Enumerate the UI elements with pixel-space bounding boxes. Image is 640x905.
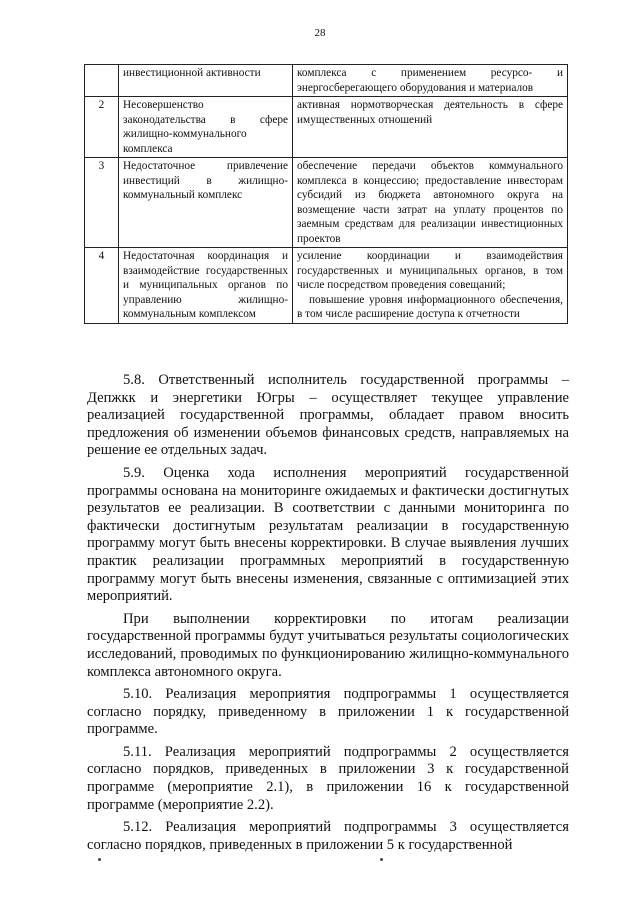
- measure-text: обеспечение передачи объектов коммунального комплекса в концессию; предоставление инвесторам субсидий из бюджета автономного округа на возмещение части затрат на уплату процентов по заемным средствам для реализации инвестиционных проектов: [297, 160, 563, 245]
- measure-text: активная нормотворческая деятельность в сфере имущественных отношений: [297, 99, 563, 126]
- problem-cell: Недостаточное привлечение инвестиций в жилищно-коммунальный комплекс: [119, 158, 293, 248]
- problem-cell: Несовершенство законодательства в сфере жилищно-коммунального комплекса: [119, 97, 293, 158]
- scan-dot: [98, 858, 101, 861]
- problem-cell: инвестиционной активности: [119, 65, 293, 97]
- measures-cell: [293, 65, 568, 97]
- paragraph-5-8: 5.8. Ответственный исполнитель государственной программы – Депжкк и энергетики Югры – осуществляет текущее управление реализацией государственной программы, обладает правом вносить предложения об изменении объемов финансовых средств, направляемых на решение ее отдельных задач.: [87, 372, 569, 459]
- measures-cell: [293, 248, 568, 324]
- measure-text: повышение уровня информационного обеспечения, в том числе расширение доступа к отчетности: [297, 293, 563, 320]
- table-row: [85, 97, 568, 158]
- body-text: [87, 372, 569, 859]
- table-row: [85, 65, 568, 97]
- row-number: 4: [85, 248, 119, 324]
- page-number: 28: [314, 27, 326, 39]
- paragraph-5-11: 5.11. Реализация мероприятий подпрограммы 2 осуществляется согласно порядков, приведенных в приложении 3 к государственной программе (мероприятие 2.1), в приложении 16 к государственной программе (мероприятие 2.2).: [87, 743, 569, 813]
- row-number: 2: [85, 97, 119, 158]
- measure-text: усиление координации и взаимодействия государственных и муниципальных органов, в том числе посредством проведения совещаний;: [297, 250, 563, 291]
- table-row: [85, 248, 568, 324]
- paragraph-corrections: При выполнении корректировки по итогам реализации государственной программы будут учитываться результаты социологических исследований, проводимых по функционированию жилищно-коммунального комплекса автономного округа.: [87, 610, 569, 680]
- problems-measures-table: [84, 64, 568, 324]
- paragraph-5-9: 5.9. Оценка хода исполнения мероприятий государственной программы основана на мониторинге ожидаемых и фактически достигнутых результатов ее реализации. В соответствии с данными мониторинга по фактически достигнутым результатам реализации в государственную программу могут быть внесены корректировки. В случае выявления лучших практик реализации программных мероприятий в государственную программу могут быть внесены изменения, связанные с оптимизацией этих мероприятий.: [87, 464, 569, 605]
- problem-cell: Недостаточная координация и взаимодействие государственных и муниципальных органов по управлению жилищно-коммунальным комплексом: [119, 248, 293, 324]
- row-number: [85, 65, 119, 97]
- measure-text: комплекса с применением ресурсо- и энергосберегающего оборудования и материалов: [297, 67, 563, 94]
- row-number: 3: [85, 158, 119, 248]
- table-row: [85, 158, 568, 248]
- scan-dot: [380, 858, 383, 861]
- measures-cell: [293, 158, 568, 248]
- paragraph-5-10: 5.10. Реализация мероприятия подпрограммы 1 осуществляется согласно порядку, приведенному в приложении 1 к государственной программе.: [87, 686, 569, 738]
- paragraph-5-12: 5.12. Реализация мероприятий подпрограммы 3 осуществляется согласно порядков, приведенных в приложении 5 к государственной: [87, 819, 569, 853]
- measures-cell: [293, 97, 568, 158]
